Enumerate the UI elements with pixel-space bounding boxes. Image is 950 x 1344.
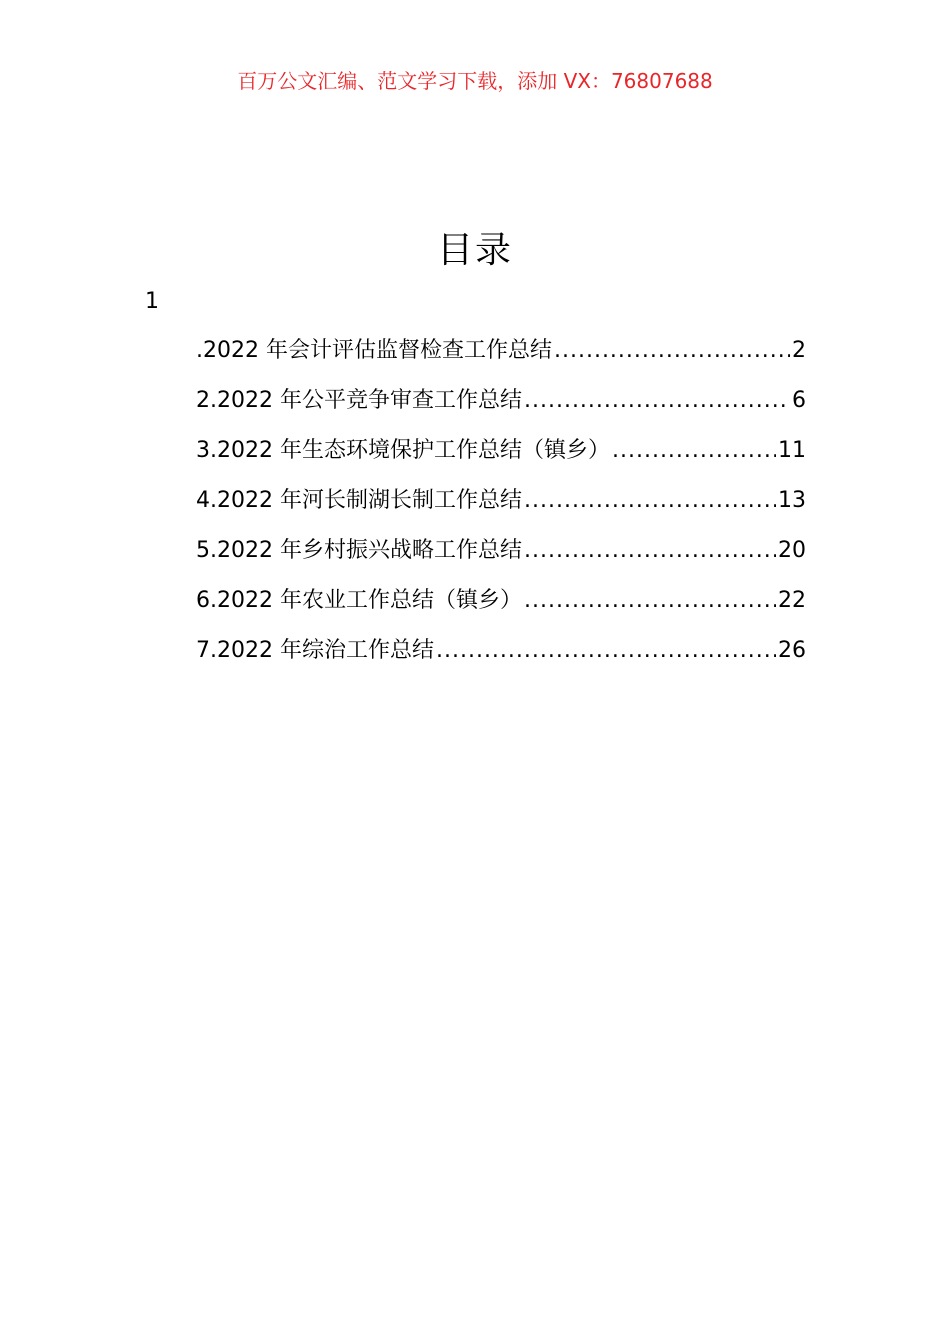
- toc-list: [196, 334, 806, 684]
- stray-number: 1: [145, 289, 159, 314]
- toc-entry[interactable]: [196, 584, 806, 634]
- toc-entry-page: 11: [778, 438, 806, 463]
- toc-entry[interactable]: [196, 384, 806, 434]
- toc-entry-page: 6: [792, 388, 806, 413]
- toc-entry-page: 20: [778, 538, 806, 563]
- toc-entry-text: .2022 年会计评估监督检查工作总结: [196, 338, 552, 363]
- toc-entry-text: 7.2022 年综治工作总结: [196, 638, 434, 663]
- toc-entry[interactable]: [196, 484, 806, 534]
- toc-leader-dots: [612, 434, 776, 468]
- toc-entry-text: 5.2022 年乡村振兴战略工作总结: [196, 538, 522, 563]
- toc-leader-dots: [524, 384, 790, 418]
- toc-entry-text: 3.2022 年生态环境保护工作总结（镇乡）: [196, 438, 610, 463]
- toc-entry[interactable]: [196, 434, 806, 484]
- toc-entry[interactable]: [196, 634, 806, 684]
- toc-leader-dots: [436, 634, 776, 668]
- toc-entry-page: 22: [778, 588, 806, 613]
- toc-leader-dots: [524, 534, 776, 568]
- toc-title: 目录: [436, 230, 513, 271]
- toc-leader-dots: [524, 484, 776, 518]
- toc-entry-page: 13: [778, 488, 806, 513]
- toc-entry-text: 2.2022 年公平竞争审查工作总结: [196, 388, 522, 413]
- toc-entry-text: 4.2022 年河长制湖长制工作总结: [196, 488, 522, 513]
- toc-entry[interactable]: [196, 534, 806, 584]
- toc-entry-page: 2: [792, 338, 806, 363]
- header-note: 百万公文汇编、范文学习下载，添加 VX：76807688: [237, 69, 713, 93]
- toc-leader-dots: [554, 334, 790, 368]
- toc-entry-text: 6.2022 年农业工作总结（镇乡）: [196, 588, 522, 613]
- toc-entry[interactable]: [196, 334, 806, 384]
- toc-leader-dots: [524, 584, 776, 618]
- toc-entry-page: 26: [778, 638, 806, 663]
